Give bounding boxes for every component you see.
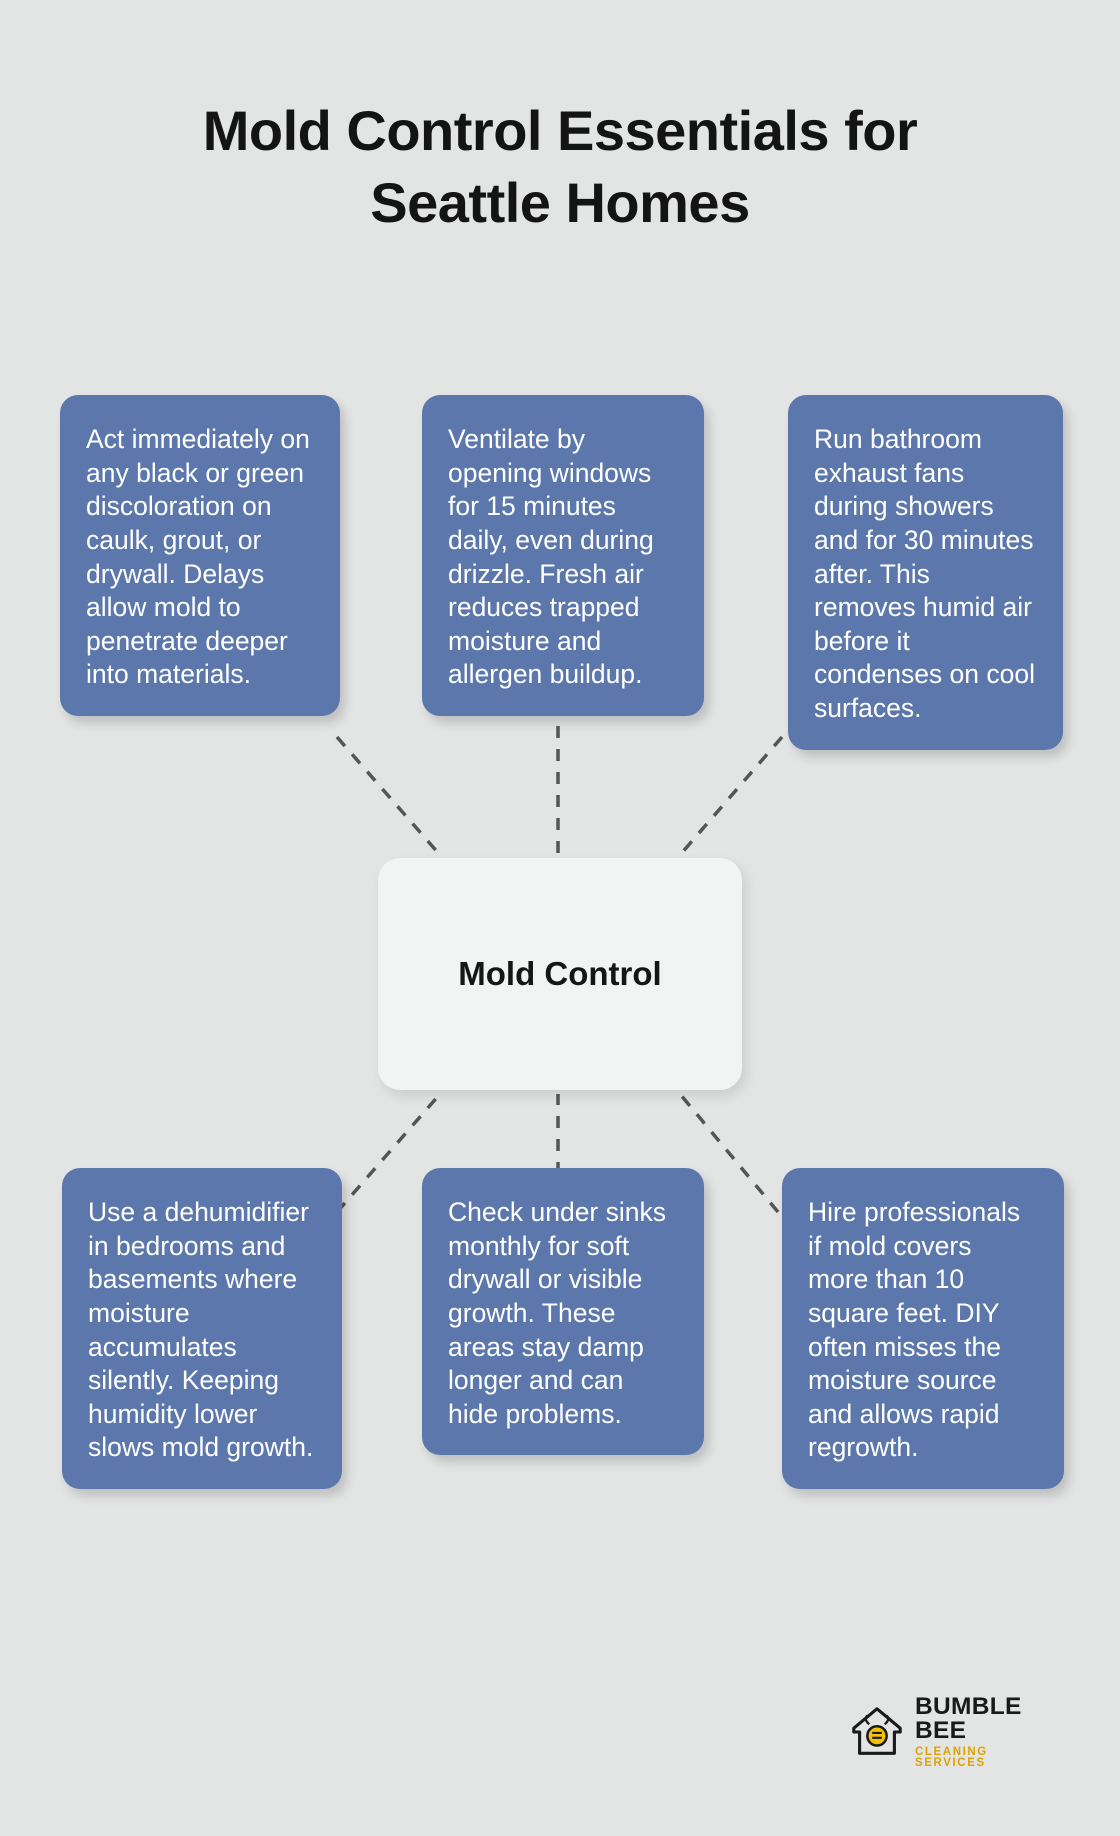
- tip-card-2-text: Ventilate by opening windows for 15 minutes daily, even during drizzle. Fresh air reduces trapped moisture and allergen buildup.: [448, 424, 654, 690]
- tip-card-3: [788, 395, 1063, 750]
- tip-card-1: [60, 395, 340, 716]
- tip-card-1-text: Act immediately on any black or green discoloration on caulk, grout, or drywall. Delays allow mold to penetrate deeper into materials.: [86, 424, 310, 690]
- tip-card-2: [422, 395, 704, 716]
- logo-wordmark: [915, 1692, 1058, 1770]
- center-node-label: Mold Control: [458, 955, 662, 992]
- tip-card-5: [422, 1168, 704, 1455]
- connector-card-3: [680, 737, 782, 855]
- logo-name: BUMBLE BEE: [915, 1692, 1022, 1744]
- center-node: [378, 858, 742, 1090]
- tip-card-6: [782, 1168, 1064, 1489]
- tip-card-3-text: Run bathroom exhaust fans during showers and for 30 minutes after. This removes humid air before it condenses on cool surfaces.: [814, 424, 1035, 724]
- tip-card-6-text: Hire professionals if mold covers more than 10 square feet. DIY often misses the moisture source and allows rapid regrowth.: [808, 1197, 1021, 1463]
- logo-tagline: CLEANING SERVICES: [915, 1745, 988, 1769]
- bee-house-icon: [848, 1703, 906, 1761]
- tip-card-4-text: Use a dehumidifier in bedrooms and basements where moisture accumulates silently. Keeping humidity lower slows mold growth.: [88, 1197, 314, 1463]
- brand-logo: [848, 1692, 1058, 1769]
- tip-card-4: [62, 1168, 342, 1489]
- page-title: Mold Control Essentials for Seattle Homes: [202, 99, 918, 234]
- tip-card-5-text: Check under sinks monthly for soft drywall or visible growth. These areas stay damp longer and can hide problems.: [448, 1197, 666, 1429]
- connector-card-1: [337, 737, 440, 855]
